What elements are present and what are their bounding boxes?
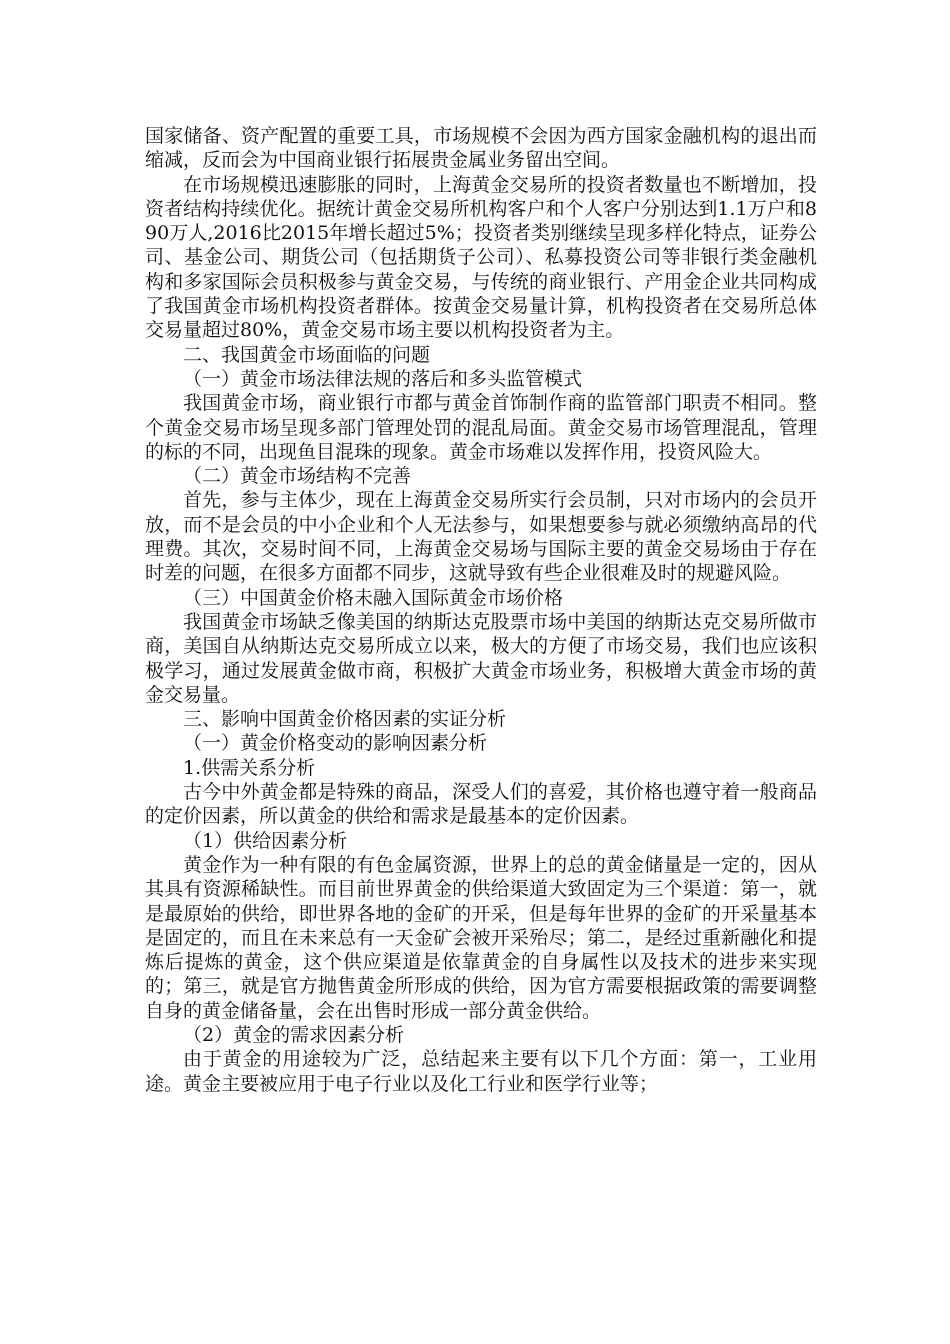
body-paragraph: 我国黄金市场，商业银行市都与黄金首饰制作商的监管部门职责不相同。整个黄金交易市场呈现多部门管理处罚的混乱局面。黄金交易市场管理混乱，管理的标的不同，出现鱼目混珠的现象。黄金市场难以发挥作用，投资风险大。 — [145, 392, 817, 463]
section-heading: （二）黄金市场结构不完善 — [183, 465, 412, 488]
section-heading: （1）供给因素分析 — [183, 829, 348, 852]
body-paragraph: 由于黄金的用途较为广泛，总结起来主要有以下几个方面：第一，工业用途。黄金主要被应用于电子行业以及化工行业和医学行业等； — [145, 1048, 817, 1095]
section-heading: （一）黄金价格变动的影响因素分析 — [183, 732, 488, 755]
body-paragraph: 首先，参与主体少，现在上海黄金交易所实行会员制，只对市场内的会员开放，而不是会员的中小企业和个人无法参与，如果想要参与就必须缴纳高昂的代理费。其次，交易时间不同，上海黄金交易场与国际主要的黄金交易场由于存在时差的问题，在很多方面都不同步，这就导致有些企业很难及时的规避风险。 — [145, 489, 817, 585]
body-paragraph: 我国黄金市场缺乏像美国的纳斯达克股票市场中美国的纳斯达克交易所做市商，美国自从纳斯达克交易所成立以来，极大的方便了市场交易，我们也应该积极学习，通过发展黄金做市商，积极扩大黄金市场业务，积极增大黄金市场的黄金交易量。 — [145, 610, 817, 706]
section-heading: 1.供需关系分析 — [183, 756, 316, 779]
section-heading: （三）中国黄金价格未融入国际黄金市场价格 — [183, 586, 564, 609]
body-paragraph: 国家储备、资产配置的重要工具，市场规模不会因为西方国家金融机构的退出而缩减，反而会为中国商业银行拓展贵金属业务留出空间。 — [145, 125, 817, 172]
section-heading: （2）黄金的需求因素分析 — [183, 1023, 405, 1046]
body-paragraph: 古今中外黄金都是特殊的商品，深受人们的喜爱，其价格也遵守着一般商品的定价因素，所以黄金的供给和需求是最基本的定价因素。 — [145, 781, 817, 828]
document-body — [145, 124, 817, 1096]
section-heading: 二、我国黄金市场面临的问题 — [183, 343, 431, 366]
section-heading: （一）黄金市场法律法规的落后和多头监管模式 — [183, 367, 583, 390]
body-paragraph: 黄金作为一种有限的有色金属资源，世界上的总的黄金储量是一定的，因从其具有资源稀缺性。而目前世界黄金的供给渠道大致固定为三个渠道：第一，就是最原始的供给，即世界各地的金矿的开采，但是每年世界的金矿的开采量基本是固定的，而且在未来总有一天金矿会被开采殆尽；第二，是经过重新融化和提炼后提炼的黄金，这个供应渠道是依靠黄金的自身属性以及技术的进步来实现的；第三，就是官方抛售黄金所形成的供给，因为官方需要根据政策的需要调整自身的黄金储备量，会在出售时形成一部分黄金供给。 — [145, 853, 817, 1022]
section-heading: 三、影响中国黄金价格因素的实证分析 — [183, 708, 507, 731]
body-paragraph: 在市场规模迅速膨胀的同时，上海黄金交易所的投资者数量也不断增加，投资者结构持续优化。据统计黄金交易所机构客户和个人客户分别达到1.1万户和890万人,2016比2015年增长超过5%；投资者类别继续呈现多样化特点，证券公司、基金公司、期货公司（包括期货子公司）、私募投资公司等非银行类金融机构和多家国际会员积极参与黄金交易，与传统的商业银行、产用金企业共同构成了我国黄金市场机构投资者群体。按黄金交易量计算，机构投资者在交易所总体交易量超过80%，黄金交易市场主要以机构投资者为主。 — [145, 173, 817, 342]
